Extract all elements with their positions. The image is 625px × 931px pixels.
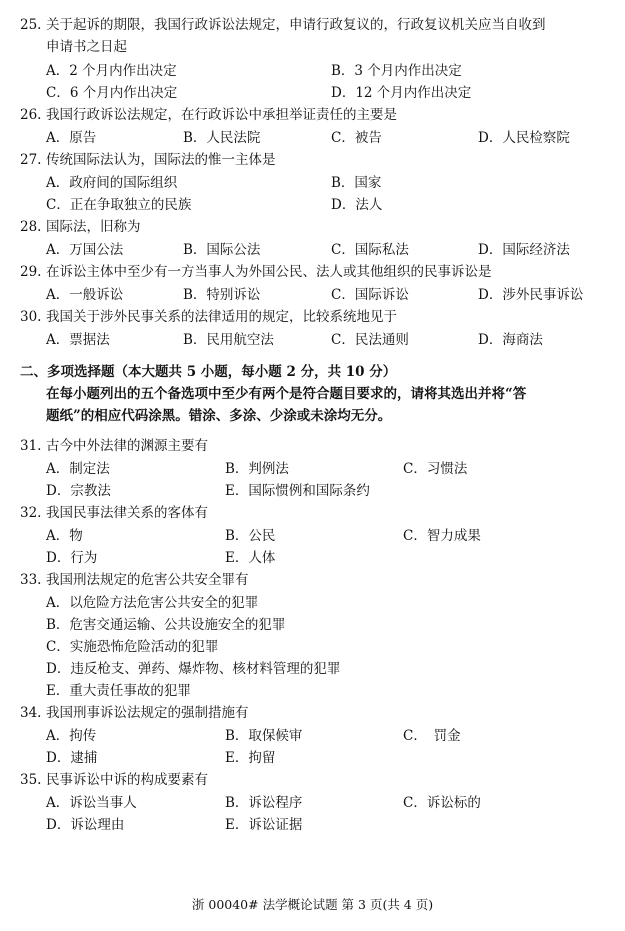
question-number: 25. xyxy=(20,17,42,33)
option-a: A．诉讼当事人 xyxy=(46,795,137,811)
question-text: 我国民事法律关系的客体有 xyxy=(46,505,208,521)
option-c: C．实施恐怖危险活动的犯罪 xyxy=(46,639,219,655)
question-35 xyxy=(20,769,208,791)
option-b: B．国家 xyxy=(331,175,382,191)
question-number: 30. xyxy=(20,309,42,325)
question-27 xyxy=(20,149,276,171)
question-number: 35. xyxy=(20,772,42,788)
option-d: D．宗教法 xyxy=(46,483,111,499)
option-e: E．拘留 xyxy=(225,750,276,766)
question-text: 古今中外法律的渊源主要有 xyxy=(46,438,208,454)
question-30 xyxy=(20,306,397,328)
question-29 xyxy=(20,261,492,283)
option-b: B．判例法 xyxy=(225,461,289,477)
question-number: 33. xyxy=(20,572,42,588)
option-c: C．国际诉讼 xyxy=(331,287,409,303)
option-d: D．诉讼理由 xyxy=(46,817,125,833)
question-number: 34. xyxy=(20,705,42,721)
option-a: A．制定法 xyxy=(46,461,110,477)
question-31 xyxy=(20,435,208,457)
question-33 xyxy=(20,569,249,591)
option-c: C．习惯法 xyxy=(403,461,468,477)
question-text: 我国关于涉外民事关系的法律适用的规定，比较系统地见于 xyxy=(46,309,397,325)
option-d: D．人民检察院 xyxy=(478,130,570,146)
question-text: 关于起诉的期限，我国行政诉讼法规定，申请行政复议的，行政复议机关应当自收到 xyxy=(46,17,546,33)
option-a: A．物 xyxy=(46,528,83,544)
question-number: 29. xyxy=(20,264,42,280)
option-d: D．12 个月内作出决定 xyxy=(331,85,472,101)
option-b: B．公民 xyxy=(225,528,276,544)
question-25 xyxy=(20,14,546,36)
question-text: 国际法，旧称为 xyxy=(46,219,141,235)
option-b: B．3 个月内作出决定 xyxy=(331,63,462,79)
option-a: A．票据法 xyxy=(46,332,110,348)
option-b: B．国际公法 xyxy=(183,242,261,258)
option-b: B．人民法院 xyxy=(183,130,261,146)
section-instruction: 在每小题列出的五个备选项中至少有两个是符合题目要求的，请将其选出并将“答 xyxy=(46,386,527,402)
section-instruction: 题纸”的相应代码涂黑。错涂、多涂、少涂或未涂均无分。 xyxy=(46,408,392,424)
option-a: A．以危险方法危害公共安全的犯罪 xyxy=(46,595,259,611)
option-d: D．法人 xyxy=(331,197,383,213)
option-a: A．一般诉讼 xyxy=(46,287,124,303)
option-b: B．取保候审 xyxy=(225,728,303,744)
option-b: B．特别诉讼 xyxy=(183,287,261,303)
question-34 xyxy=(20,702,249,724)
option-c: C． 罚金 xyxy=(403,728,461,744)
question-28 xyxy=(20,216,141,238)
question-number: 27. xyxy=(20,152,42,168)
option-c: C．诉讼标的 xyxy=(403,795,481,811)
option-a: A．2 个月内作出决定 xyxy=(46,63,177,79)
option-b: B．危害交通运输、公共设施安全的犯罪 xyxy=(46,617,286,633)
option-c: C．被告 xyxy=(331,130,382,146)
question-number: 32. xyxy=(20,505,42,521)
question-number: 28. xyxy=(20,219,42,235)
option-c: C．国际私法 xyxy=(331,242,409,258)
question-text-continued: 申请书之日起 xyxy=(46,39,127,55)
option-a: A．拘传 xyxy=(46,728,97,744)
question-26 xyxy=(20,104,397,126)
option-d: D．涉外民事诉讼 xyxy=(478,287,584,303)
question-text: 民事诉讼中诉的构成要素有 xyxy=(46,772,208,788)
option-a: A．原告 xyxy=(46,130,97,146)
page-footer: 浙 00040# 法学概论试题 第 3 页(共 4 页) xyxy=(191,897,434,912)
question-text: 我国刑事诉讼法规定的强制措施有 xyxy=(46,705,249,721)
option-b: B．诉讼程序 xyxy=(225,795,303,811)
question-text: 传统国际法认为，国际法的惟一主体是 xyxy=(46,152,276,168)
question-32 xyxy=(20,502,208,524)
option-c: C．民法通则 xyxy=(331,332,409,348)
question-number: 31. xyxy=(20,438,42,454)
question-number: 26. xyxy=(20,107,42,123)
option-a: A．政府间的国际组织 xyxy=(46,175,178,191)
option-e: E．诉讼证据 xyxy=(225,817,303,833)
question-text: 在诉讼主体中至少有一方当事人为外国公民、法人或其他组织的民事诉讼是 xyxy=(46,264,492,280)
option-d: D．海商法 xyxy=(478,332,543,348)
question-text: 我国行政诉讼法规定，在行政诉讼中承担举证责任的主要是 xyxy=(46,107,397,123)
option-c: C．正在争取独立的民族 xyxy=(46,197,192,213)
option-e: E．人体 xyxy=(225,550,276,566)
option-e: E．重大责任事故的犯罪 xyxy=(46,683,191,699)
option-d: D．逮捕 xyxy=(46,750,98,766)
option-c: C．6 个月内作出决定 xyxy=(46,85,178,101)
option-d: D．国际经济法 xyxy=(478,242,570,258)
option-e: E．国际惯例和国际条约 xyxy=(225,483,370,499)
option-d: D．行为 xyxy=(46,550,98,566)
option-b: B．民用航空法 xyxy=(183,332,274,348)
option-d: D．违反枪支、弹药、爆炸物、核材料管理的犯罪 xyxy=(46,661,341,677)
option-c: C．智力成果 xyxy=(403,528,481,544)
option-a: A．万国公法 xyxy=(46,242,124,258)
question-text: 我国刑法规定的危害公共安全罪有 xyxy=(46,572,249,588)
section-title: 二、多项选择题（本大题共 5 小题，每小题 2 分，共 10 分） xyxy=(20,364,397,380)
